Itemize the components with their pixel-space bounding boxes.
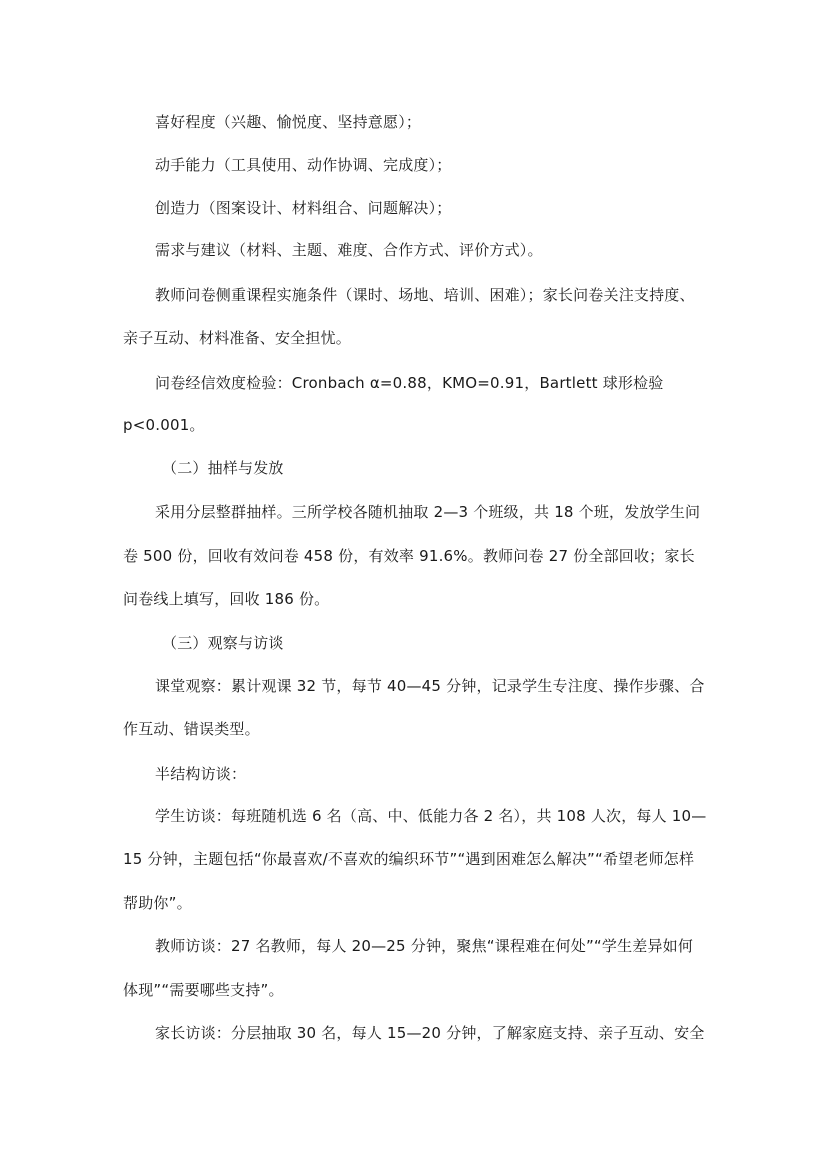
list-item-hands-on: 动手能力（工具使用、动作协调、完成度）； [155,156,452,174]
paragraph-line: 问卷经信效度检验：Cronbach α=0.88，KMO=0.91，Bartlett 球形检验 [155,374,664,392]
paragraph-line: 教师问卷侧重课程实施条件（课时、场地、培训、困难）；家长问卷关注支持度、 [155,286,695,304]
paragraph-line: 体现”“需要哪些支持”。 [123,981,284,999]
paragraph-line: 15 分钟，主题包括“你最喜欢/不喜欢的编织环节”“遇到困难怎么解决”“希望老师怎样 [123,850,695,868]
paragraph-line: 课堂观察：累计观课 32 节，每节 40—45 分钟，记录学生专注度、操作步骤、合 [155,677,705,695]
paragraph-line: 卷 500 份，回收有效问卷 458 份，有效率 91.6%。教师问卷 27 份全部回收；家长 [123,547,695,565]
paragraph-line: 教师访谈：27 名教师，每人 20—25 分钟，聚焦“课程难在何处”“学生差异如何 [155,937,694,955]
paragraph-line: 半结构访谈： [155,765,247,783]
list-item-creativity: 创造力（图案设计、材料组合、问题解决）； [155,199,452,217]
section-heading: （三）观察与访谈 [162,634,284,652]
list-item-needs: 需求与建议（材料、主题、难度、合作方式、评价方式）。 [155,241,543,259]
paragraph-line: 采用分层整群抽样。三所学校各随机抽取 2—3 个班级，共 18 个班，发放学生问 [155,503,701,521]
list-item-preference: 喜好程度（兴趣、愉悦度、坚持意愿）； [155,113,422,131]
paragraph-line: p<0.001。 [123,416,205,434]
paragraph-line: 家长访谈：分层抽取 30 名，每人 15—20 分钟，了解家庭支持、亲子互动、安全 [155,1024,705,1042]
paragraph-line: 帮助你”。 [123,894,192,912]
paragraph-line: 作互动、错误类型。 [123,720,260,738]
paragraph-line: 学生访谈：每班随机选 6 名（高、中、低能力各 2 名），共 108 人次，每人 10— [155,807,707,825]
paragraph-line: 亲子互动、材料准备、安全担忧。 [123,329,352,347]
section-heading: （二）抽样与发放 [162,459,284,477]
paragraph-line: 问卷线上填写，回收 186 份。 [123,590,330,608]
